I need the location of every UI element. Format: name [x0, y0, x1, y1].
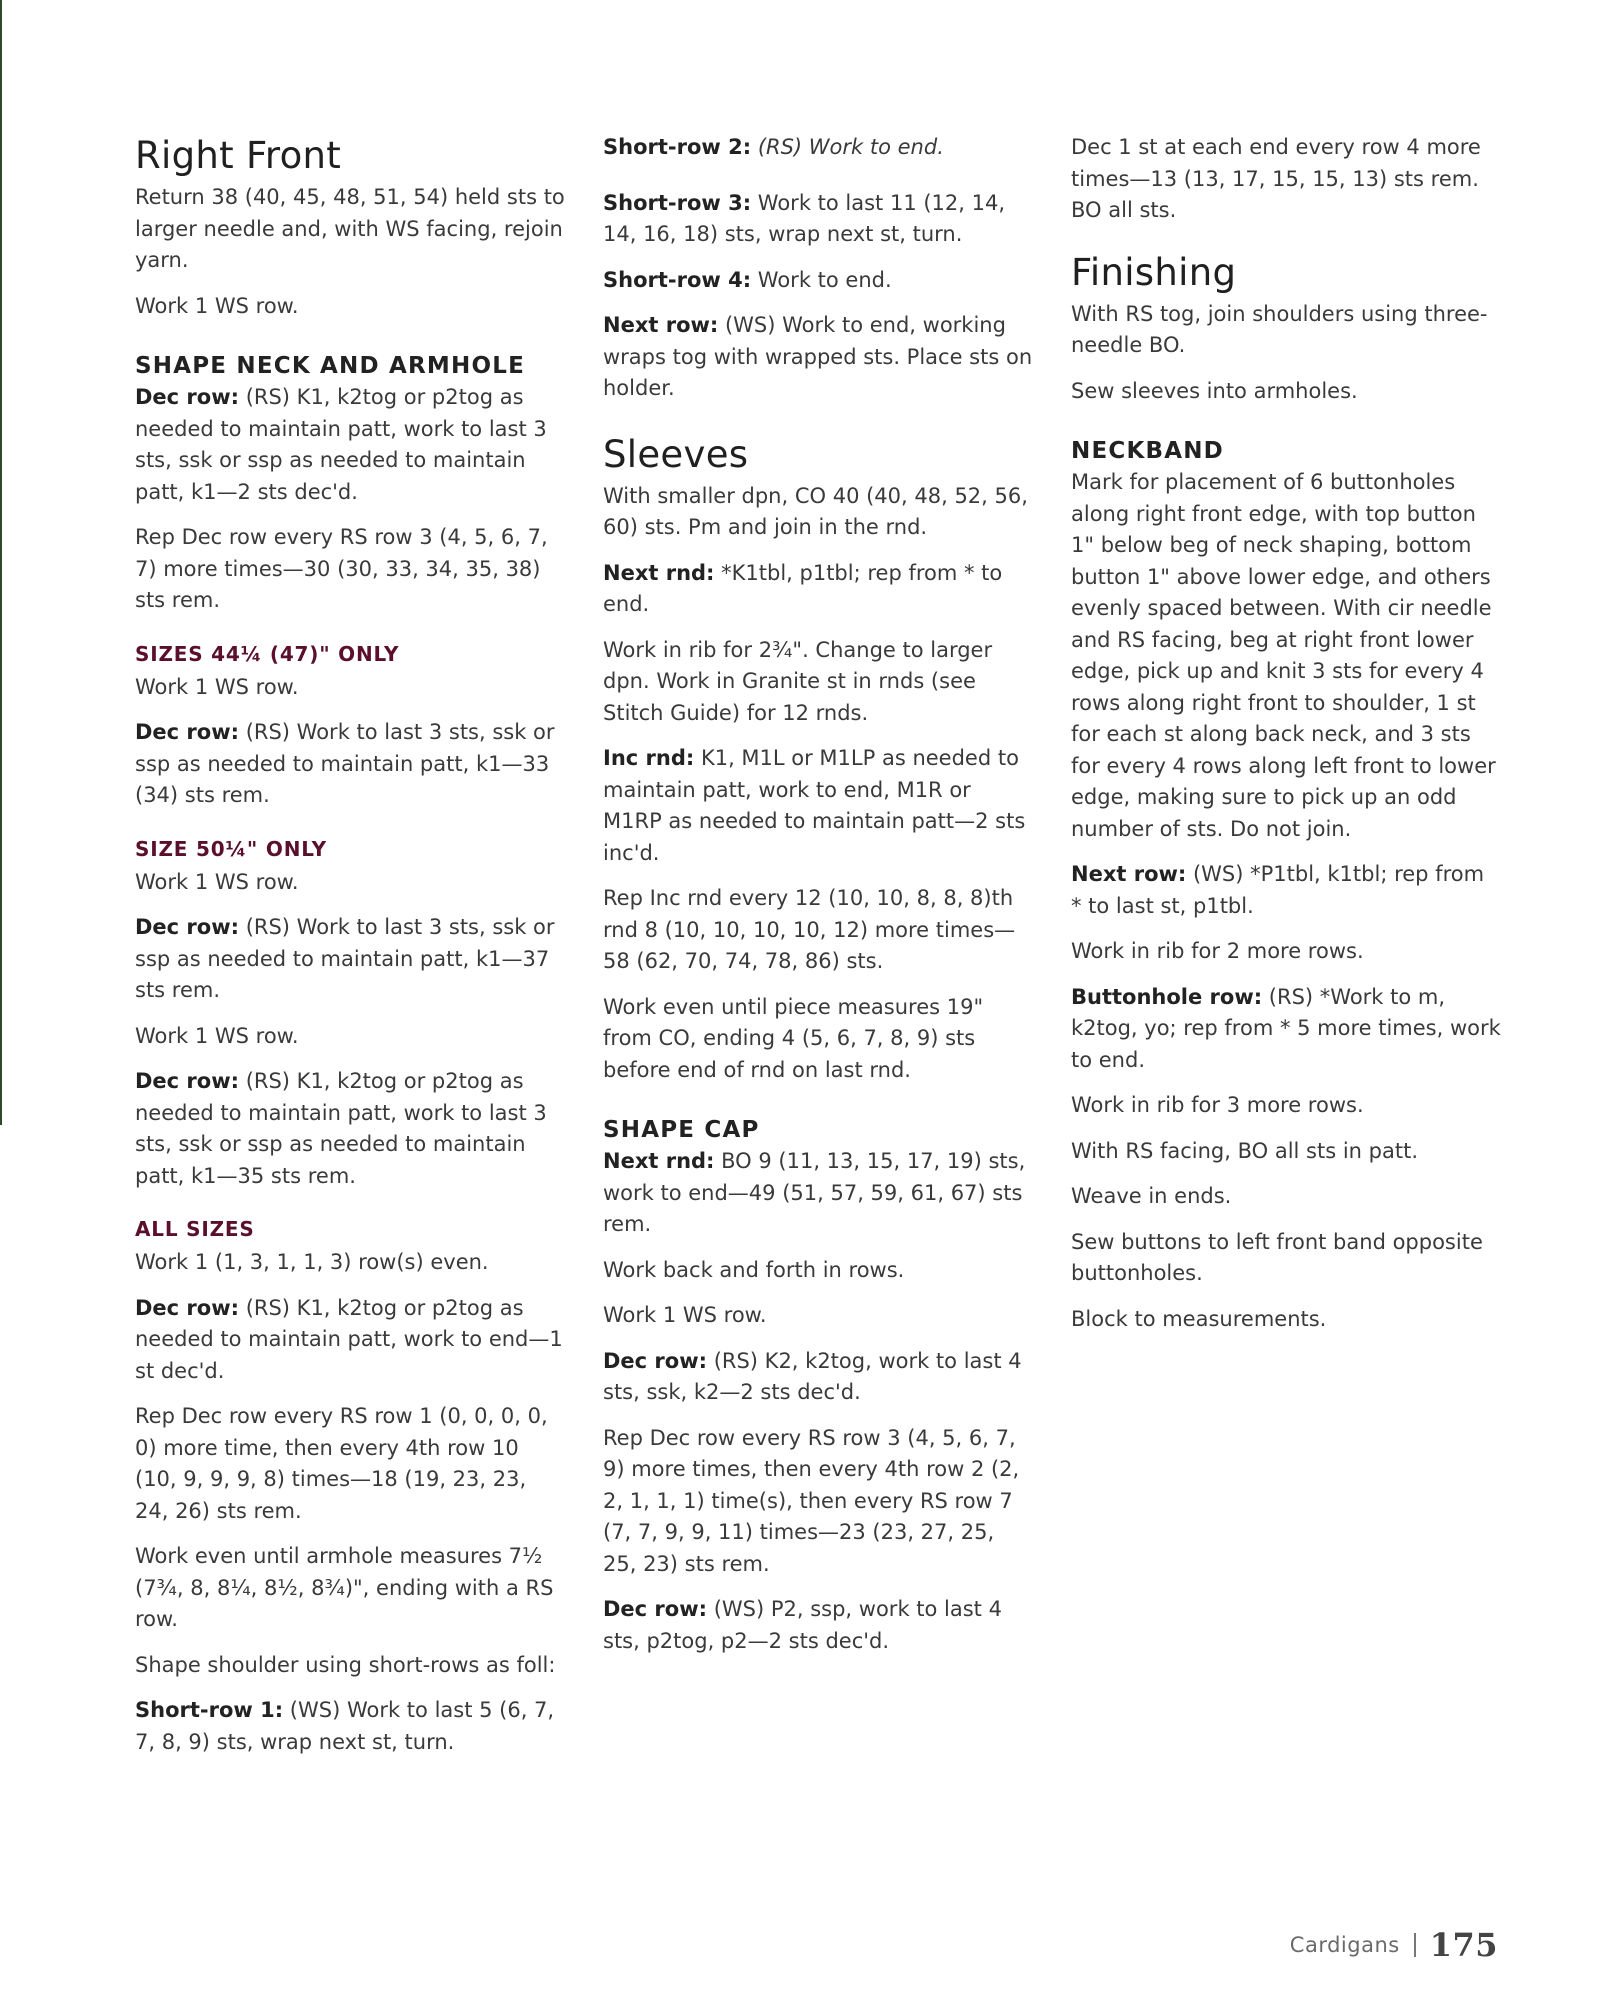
instruction-text: (WS) Work to end, working wraps tog with wrapped sts. Place sts on holder. [603, 313, 1033, 400]
paragraph: Shape shoulder using short-rows as foll: [135, 1652, 556, 1677]
instruction-paragraph [603, 188, 1033, 251]
instruction-text: (WS) Work to last 5 (6, 7, 7, 8, 9) sts, wrap next st, turn. [135, 1698, 555, 1754]
instruction-label: Short-row 4: [603, 267, 752, 292]
paragraph: Rep Dec row every RS row 3 (4, 5, 6, 7, 7) more times—30 (30, 33, 34, 35, 38) sts rem. [135, 525, 548, 612]
instruction-text: BO 9 (11, 13, 15, 17, 19) sts, work to end—49 (51, 57, 59, 61, 67) sts rem. [603, 1149, 1026, 1236]
instruction-text: (RS) *Work to m, k2tog, yo; rep from * 5 more times, work to end. [1071, 984, 1501, 1072]
column-2 [603, 132, 1033, 1671]
paragraph: Work 1 WS row. [135, 869, 299, 894]
instruction-label: Dec row: [135, 915, 240, 939]
instruction-paragraph [135, 717, 565, 812]
page-edge-line [0, 0, 2, 1125]
paragraph: Work in rib for 2 more rows. [1071, 939, 1364, 963]
page-number: 175 [1429, 1926, 1498, 1964]
paragraph: With smaller dpn, CO 40 (40, 48, 52, 56, 60) sts. Pm and join in the rnd. [603, 483, 1028, 539]
paragraph: With RS facing, BO all sts in patt. [1071, 1138, 1418, 1163]
paragraph: Block to measurements. [1071, 1306, 1327, 1331]
paragraph: Rep Dec row every RS row 1 (0, 0, 0, 0, 0) more time, then every 4th row 10 (10, 9, 9, 9, 8) times—18 (19, 23, 23, 24, 26) sts rem. [135, 1404, 548, 1523]
heading-sleeves: Sleeves [603, 432, 749, 476]
heading-right-front: Right Front [135, 134, 342, 177]
paragraph: Mark for placement of 6 buttonholes along right front edge, with top button 1" below beg of neck shaping, bottom button 1" above lower edge, and others evenly spaced between. With cir needle and RS facing, beg at right front lower edge, pick up and knit 3 sts for every 4 rows along right front to shoulder, 1 st for each st along back neck, and 3 sts for every 4 rows along left front to lower edge, making sure to pick up an odd number of sts. Do not join. [1071, 470, 1496, 841]
size-heading-44-47: SIZES 44¼ (47)" ONLY [135, 641, 400, 666]
footer-divider [1414, 1933, 1416, 1957]
instruction-label: Short-row 1: [135, 1698, 284, 1722]
instruction-text: K1, M1L or M1LP as needed to maintain patt, work to end, M1R or M1RP as needed to maintain patt—2 sts inc'd. [603, 746, 1026, 865]
instruction-paragraph [603, 1346, 1033, 1409]
instruction-paragraph [135, 1695, 565, 1758]
paragraph: Sew sleeves into armholes. [1071, 378, 1358, 403]
instruction-text: (RS) Work to last 3 sts, ssk or ssp as needed to maintain patt, k1—37 sts rem. [135, 915, 555, 1002]
instruction-label: Dec row: [603, 1597, 708, 1621]
instruction-text: (RS) K1, k2tog or p2tog as needed to maintain patt, work to last 3 sts, ssk or ssp as needed to maintain patt, k1—35 sts rem. [135, 1069, 547, 1188]
paragraph: Return 38 (40, 45, 48, 51, 54) held sts to larger needle and, with WS facing, rejoin yarn. [135, 185, 565, 272]
page-footer [1290, 1926, 1498, 1964]
paragraph: Rep Inc rnd every 12 (10, 10, 8, 8, 8)th rnd 8 (10, 10, 10, 10, 12) more times—58 (62, 70, 74, 78, 86) sts. [603, 886, 1016, 973]
column-1 [135, 132, 565, 1772]
paragraph: Work even until armhole measures 7½ (7¾, 8, 8¼, 8½, 8¾)", ending with a RS row. [135, 1544, 554, 1631]
instruction-label: Next row: [603, 313, 719, 337]
heading-finishing: Finishing [1071, 250, 1237, 294]
instruction-paragraph [135, 912, 565, 1007]
instruction-label: Dec row: [603, 1348, 708, 1373]
size-heading-50: SIZE 50¼" ONLY [135, 836, 327, 861]
paragraph: Work 1 (1, 3, 1, 1, 3) row(s) even. [135, 1250, 489, 1274]
instruction-text: *K1tbl, p1tbl; rep from * to end. [603, 560, 1003, 616]
instruction-paragraph [603, 310, 1033, 405]
paragraph: Sew buttons to left front band opposite buttonholes. [1071, 1229, 1483, 1285]
instruction-label: Next rnd: [603, 1149, 715, 1173]
paragraph: Rep Dec row every RS row 3 (4, 5, 6, 7, 9) more times, then every 4th row 2 (2, 2, 1, 1, 1) time(s), then every RS row 7 (7, 7, 9, 9, 11) times—23 (23, 27, 25, 25, 23) sts rem. [603, 1425, 1020, 1576]
instruction-text: Work to end. [751, 267, 892, 292]
instruction-label: Dec row: [135, 385, 240, 409]
paragraph: With RS tog, join shoulders using three-needle BO. [1071, 301, 1488, 357]
instruction-paragraph [603, 558, 1033, 621]
instruction-paragraph [135, 382, 565, 508]
instruction-text: (RS) K1, k2tog or p2tog as needed to maintain patt, work to last 3 sts, ssk or ssp as needed to maintain patt, k1—2 sts dec'd. [135, 385, 547, 504]
instruction-text: (WS) P2, ssp, work to last 4 sts, p2tog, p2—2 sts dec'd. [603, 1597, 1002, 1653]
instruction-paragraph [135, 1293, 565, 1388]
instruction-label: Short-row 2: [603, 135, 752, 159]
instruction-label: Inc rnd: [603, 746, 695, 770]
subheading-shape-cap: SHAPE CAP [603, 1117, 760, 1143]
paragraph: Work 1 WS row. [135, 293, 299, 318]
instruction-label: Dec row: [135, 1295, 240, 1320]
instruction-text: (RS) Work to last 3 sts, ssk or ssp as needed to maintain patt, k1—33 (34) sts rem. [135, 720, 555, 807]
size-heading-all: ALL SIZES [135, 1217, 255, 1241]
instruction-text: (WS) *P1tbl, k1tbl; rep from * to last st, p1tbl. [1071, 862, 1485, 918]
instruction-label: Dec row: [135, 1069, 240, 1093]
instruction-paragraph [603, 1146, 1033, 1241]
paragraph: Work back and forth in rows. [603, 1257, 905, 1282]
paragraph: Work 1 WS row. [603, 1303, 767, 1327]
instruction-text: (RS) Work to end. [757, 135, 944, 159]
paragraph: Work in rib for 3 more rows. [1071, 1093, 1364, 1117]
instruction-text: (RS) K1, k2tog or p2tog as needed to maintain patt, work to end—1 st dec'd. [135, 1295, 563, 1383]
paragraph: Work 1 WS row. [135, 1023, 299, 1048]
instruction-paragraph [603, 132, 1033, 164]
instruction-label: Short-row 3: [603, 190, 752, 215]
paragraph: Dec 1 st at each end every row 4 more times—13 (13, 17, 15, 15, 13) sts rem. BO all sts. [1071, 135, 1481, 222]
instruction-paragraph [603, 743, 1033, 869]
instruction-text: (RS) K2, k2tog, work to last 4 sts, ssk, k2—2 sts dec'd. [603, 1348, 1022, 1404]
subheading-shape-neck-armhole: SHAPE NECK AND ARMHOLE [135, 353, 525, 379]
instruction-paragraph [603, 265, 1033, 297]
paragraph: Work in rib for 2¾". Change to larger dpn. Work in Granite st in rnds (see Stitch Guide) for 12 rnds. [603, 637, 993, 725]
instruction-label: Next row: [1071, 862, 1187, 886]
paragraph: Work even until piece measures 19" from CO, ending 4 (5, 6, 7, 8, 9) sts before end of rnd on last rnd. [603, 994, 984, 1082]
instruction-text: Work to last 11 (12, 14, 14, 16, 18) sts, wrap next st, turn. [603, 190, 1006, 246]
instruction-paragraph [1071, 982, 1501, 1077]
instruction-paragraph [603, 1594, 1033, 1657]
column-3 [1071, 132, 1501, 1349]
subheading-neckband: NECKBAND [1071, 438, 1224, 464]
instruction-label: Dec row: [135, 720, 240, 744]
instruction-label: Next rnd: [603, 560, 715, 585]
instruction-paragraph [135, 1066, 565, 1192]
footer-section-title: Cardigans [1289, 1933, 1400, 1957]
instruction-label: Buttonhole row: [1071, 984, 1263, 1009]
paragraph: Weave in ends. [1071, 1184, 1232, 1208]
instruction-paragraph [1071, 859, 1501, 922]
paragraph: Work 1 WS row. [135, 674, 299, 699]
